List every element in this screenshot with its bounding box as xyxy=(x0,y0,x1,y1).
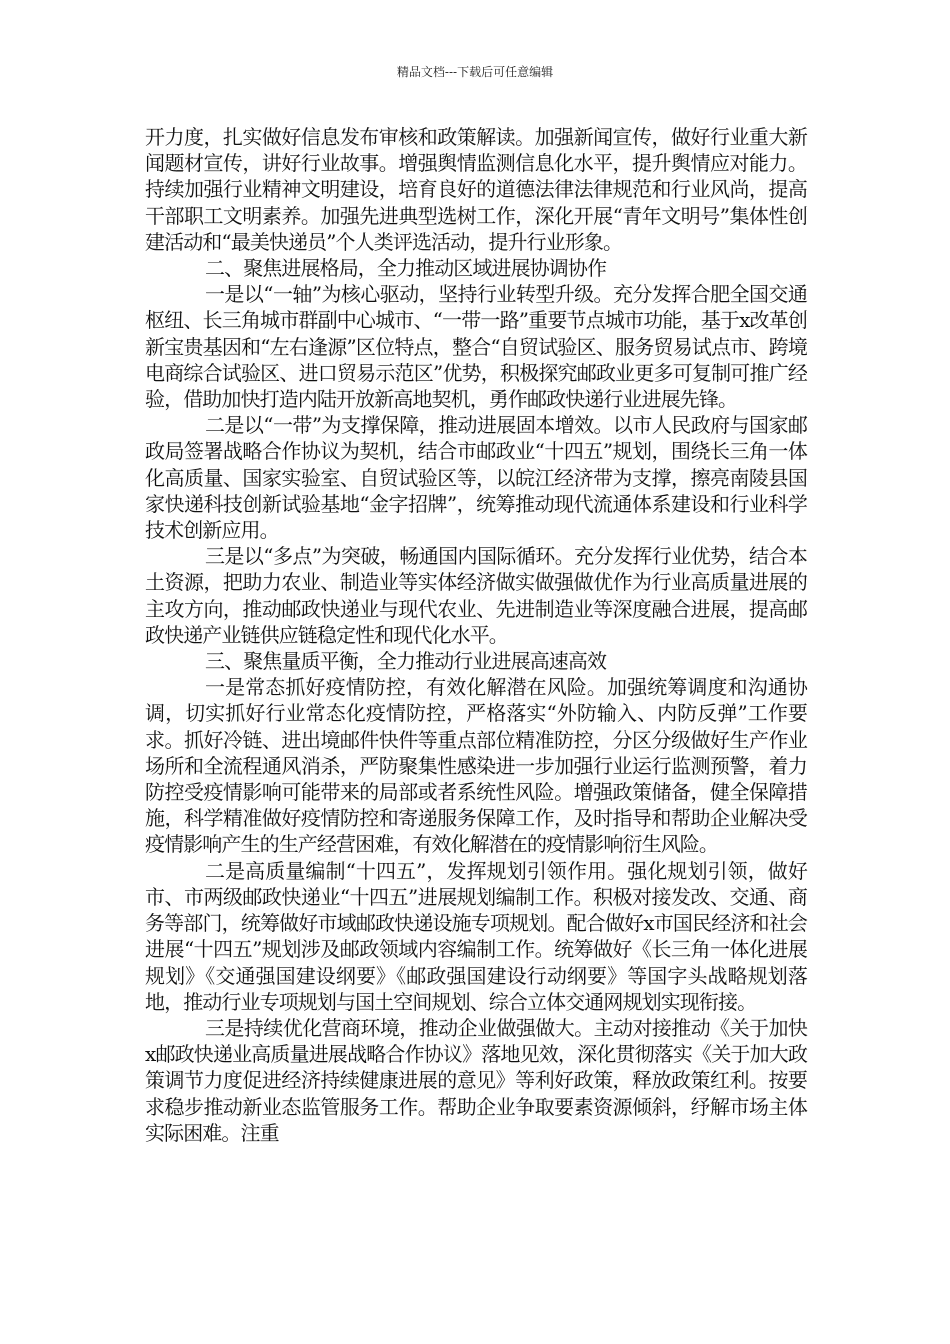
paragraph: 三是持续优化营商环境，推动企业做强做大。主动对接推动《关于加快x邮政快递业高质量进展战略合作协议》落地见效，深化贯彻落实《关于加大政策调节力度促进经济持续健康进展的意见》等利好政策，释放政策红利。按要求稳步推动新业态监管服务工作。帮助企业争取要素资源倾斜，纾解市场主体实际困难。注重 xyxy=(145,1015,807,1145)
paragraph: 三是以“多点”为突破，畅通国内国际循环。充分发挥行业优势，结合本土资源，把助力农业、制造业等实体经济做实做强做优作为行业高质量进展的主攻方向，推动邮政快递业与现代农业、先进制造业等深度融合进展，提高邮政快递产业链供应链稳定性和现代化水平。 xyxy=(145,544,807,647)
paragraph: 一是以“一轴”为核心驱动，坚持行业转型升级。充分发挥合肥全国交通枢纽、长三角城市群副中心城市、“一带一路”重要节点城市功能，基于x改革创新宝贵基因和“左右逢源”区位特点，整合“自贸试验区、服务贸易试点市、跨境电商综合试验区、进口贸易示范区”优势，积极探究邮政业更多可复制可推广经验，借助加快打造内陆开放新高地契机，勇作邮政快递行业进展先锋。 xyxy=(145,282,807,412)
document-body xyxy=(145,124,807,1146)
paragraph-continuation: 开力度，扎实做好信息发布审核和政策解读。加强新闻宣传，做好行业重大新闻题材宣传，讲好行业故事。增强舆情监测信息化水平，提升舆情应对能力。持续加强行业精神文明建设，培育良好的道德法律法律规范和行业风尚，提高干部职工文明素养。加强先进典型选树工作，深化开展“青年文明号”集体性创建活动和“最美快递员”个人类评选活动，提升行业形象。 xyxy=(145,125,807,254)
page-header: 精品文档---下载后可任意编辑 xyxy=(396,65,554,79)
paragraph: 一是常态抓好疫情防控，有效化解潜在风险。加强统筹调度和沟通协调，切实抓好行业常态化疫情防控，严格落实“外防输入、内防反弹”工作要求。抓好冷链、进出境邮件快件等重点部位精准防控，分区分级做好生产作业场所和全流程通风消杀，严防聚集性感染进一步加强行业运行监测预警，着力防控受疫情影响可能带来的局部或者系统性风险。增强政策储备，健全保障措施，科学精准做好疫情防控和寄递服务保障工作，及时指导和帮助企业解决受疫情影响产生的生产经营困难，有效化解潜在的疫情影响衍生风险。 xyxy=(145,675,807,857)
section-heading-2: 二、聚焦进展格局，全力推动区域进展协调协作 xyxy=(205,256,607,281)
paragraph: 二是以“一带”为支撑保障，推动进展固本增效。以市人民政府与国家邮政局签署战略合作协议为契机，结合市邮政业“十四五”规划，围绕长三角一体化高质量、国家实验室、自贸试验区等，以皖江经济带为支撑，擦亮南陵县国家快递科技创新试验基地“金字招牌”，统筹推动现代流通体系建设和行业科学技术创新应用。 xyxy=(145,413,807,543)
section-heading-3: 三、聚焦量质平衡，全力推动行业进展高速高效 xyxy=(205,649,607,674)
paragraph: 二是高质量编制“十四五”，发挥规划引领作用。强化规划引领，做好市、市两级邮政快递业“十四五”进展规划编制工作。积极对接发改、交通、商务等部门，统筹做好市域邮政快递设施专项规划。配合做好x市国民经济和社会进展“十四五”规划涉及邮政领域内容编制工作。统筹做好《长三角一体化进展规划》《交通强国建设纲要》《邮政强国建设行动纲要》等国字头战略规划落地，推动行业专项规划与国土空间规划、综合立体交通网规划实现衔接。 xyxy=(145,858,807,1014)
